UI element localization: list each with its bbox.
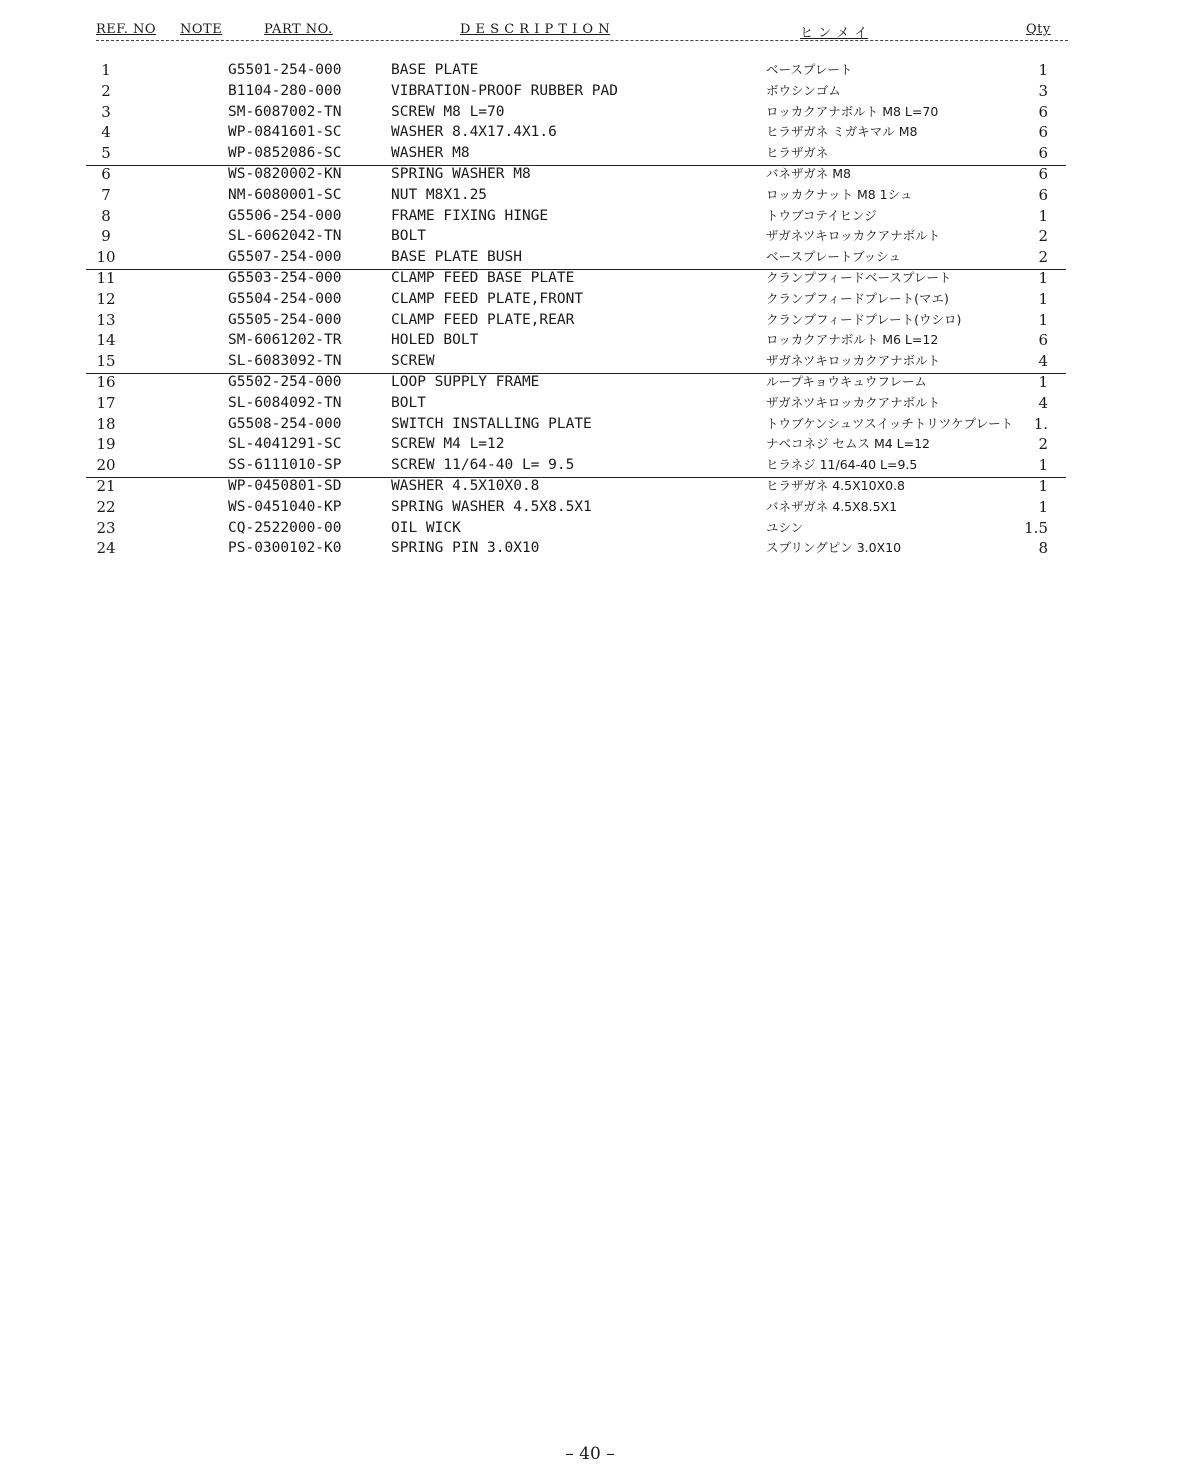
- qty-cell: 6: [1038, 102, 1048, 121]
- qty-cell: 1: [1038, 61, 1048, 79]
- japanese-name-cell: スプリングピン 3.0X10: [766, 540, 902, 556]
- ref-no-cell: 5: [101, 144, 111, 163]
- ref-no-cell: 7: [101, 185, 111, 204]
- part-no-cell: WP-0841601-SC: [228, 124, 342, 141]
- part-no-cell: WS-0820002-KN: [228, 165, 342, 182]
- description-cell: CLAMP FEED BASE PLATE: [391, 269, 575, 286]
- description-cell: SPRING WASHER M8: [391, 165, 531, 182]
- parts-table: [86, 60, 1068, 559]
- japanese-name-cell: クランプフィードプレート(ウシロ): [766, 311, 962, 327]
- table-row: [86, 164, 1068, 185]
- qty-cell: 1: [1038, 372, 1048, 391]
- group-separator: [86, 373, 1066, 374]
- description-cell: HOLED BOLT: [391, 332, 479, 349]
- ref-no-cell: 15: [96, 352, 116, 371]
- qty-cell: 1: [1038, 268, 1048, 287]
- table-row: [86, 497, 1068, 518]
- japanese-name-cell: ベースプレート: [766, 62, 853, 77]
- part-no-cell: SM-6087002-TN: [228, 103, 342, 120]
- table-row: [86, 393, 1068, 414]
- header-dashed-rule: [96, 40, 1068, 41]
- table-row: [86, 185, 1068, 206]
- table-row: [86, 518, 1068, 539]
- description-cell: SWITCH INSTALLING PLATE: [391, 415, 592, 432]
- qty-cell: 6: [1038, 331, 1048, 350]
- table-row: [86, 538, 1068, 559]
- part-no-header: PART NO.: [264, 22, 333, 37]
- table-row: [86, 102, 1068, 123]
- qty-header: Qty: [1026, 22, 1051, 37]
- japanese-name-cell: ユシン: [766, 519, 804, 535]
- part-no-cell: CQ-2522000-00: [228, 519, 342, 536]
- ref-no-cell: 11: [96, 268, 116, 287]
- ref-no-cell: 8: [101, 206, 111, 225]
- note-header: NOTE: [180, 22, 223, 37]
- table-row: [86, 226, 1068, 247]
- group-separator: [86, 477, 1066, 478]
- table-row: [86, 330, 1068, 351]
- part-no-cell: NM-6080001-SC: [228, 186, 342, 203]
- qty-cell: 1: [1038, 310, 1048, 329]
- qty-cell: 4: [1038, 393, 1048, 412]
- description-cell: SPRING PIN 3.0X10: [391, 540, 540, 557]
- qty-cell: 1: [1038, 289, 1048, 308]
- japanese-name-cell: ロッカクアナボルト M8 L=70: [766, 103, 939, 119]
- japanese-name-cell: ロッカクナット M8 1シュ: [766, 186, 913, 202]
- table-row: [86, 122, 1068, 143]
- ref-no-cell: 9: [101, 227, 111, 246]
- description-cell: WASHER 8.4X17.4X1.6: [391, 124, 557, 141]
- ref-no-cell: 2: [101, 81, 111, 100]
- qty-cell: 1.5: [1024, 518, 1048, 537]
- description-cell: SCREW 11/64-40 L= 9.5: [391, 457, 575, 474]
- part-no-cell: SS-6111010-SP: [228, 457, 342, 474]
- ref-no-cell: 13: [96, 310, 116, 329]
- ref-no-cell: 21: [96, 476, 116, 495]
- description-cell: WASHER M8: [391, 145, 470, 162]
- japanese-name-cell: ロッカクアナボルト M6 L=12: [766, 332, 939, 348]
- ref-no-cell: 14: [96, 331, 116, 350]
- ref-no-cell: 6: [101, 164, 111, 183]
- table-row: [86, 60, 1068, 81]
- part-no-cell: G5504-254-000: [228, 290, 342, 307]
- japanese-name-cell: ヒラザガネ 4.5X10X0.8: [766, 477, 906, 493]
- table-row: [86, 310, 1068, 331]
- part-no-cell: B1104-280-000: [228, 82, 342, 99]
- ref-no-cell: 1: [101, 61, 111, 79]
- part-no-cell: WP-0852086-SC: [228, 145, 342, 162]
- japanese-name-cell: クランプフィードプレート(マエ): [766, 290, 949, 306]
- ref-no-cell: 16: [96, 372, 116, 391]
- part-no-cell: G5501-254-000: [228, 62, 342, 78]
- qty-cell: 1: [1038, 497, 1048, 516]
- ref-no-cell: 12: [96, 289, 116, 308]
- description-cell: BASE PLATE: [391, 62, 479, 78]
- japanese-name-cell: クランプフィードベースプレート: [766, 269, 952, 285]
- description-cell: OIL WICK: [391, 519, 461, 536]
- qty-cell: 1: [1038, 456, 1048, 475]
- page-number: – 40 –: [565, 1444, 615, 1464]
- japanese-name-cell: バネザガネ 4.5X8.5X1: [766, 498, 898, 514]
- japanese-name-cell: ナベコネジ セムス M4 L=12: [766, 436, 931, 452]
- ref-no-cell: 23: [96, 518, 116, 537]
- qty-cell: 8: [1038, 539, 1048, 558]
- part-no-cell: G5507-254-000: [228, 249, 342, 266]
- part-no-cell: G5506-254-000: [228, 207, 342, 224]
- table-row: [86, 476, 1068, 497]
- ref-no-cell: 19: [96, 435, 116, 454]
- japanese-name-cell: トウブコテイヒンジ: [766, 207, 877, 223]
- japanese-name-cell: ザガネツキロッカクアナボルト: [766, 228, 941, 244]
- ref-no-cell: 10: [96, 248, 116, 267]
- part-no-cell: SL-4041291-SC: [228, 436, 342, 453]
- description-cell: SPRING WASHER 4.5X8.5X1: [391, 498, 592, 515]
- part-no-cell: PS-0300102-K0: [228, 540, 342, 557]
- ref-no-cell: 17: [96, 393, 116, 412]
- qty-cell: 1: [1038, 476, 1048, 495]
- part-no-cell: G5503-254-000: [228, 269, 342, 286]
- description-cell: LOOP SUPPLY FRAME: [391, 373, 540, 390]
- description-cell: SCREW M8 L=70: [391, 103, 505, 120]
- description-cell: BASE PLATE BUSH: [391, 249, 522, 266]
- description-cell: SCREW M4 L=12: [391, 436, 505, 453]
- table-row: [86, 289, 1068, 310]
- table-row: [86, 351, 1068, 372]
- japanese-name-cell: ヒラザガネ ミガキマル M8: [766, 124, 918, 140]
- qty-cell: 1: [1038, 206, 1048, 225]
- ref-no-cell: 22: [96, 497, 116, 516]
- description-cell: WASHER 4.5X10X0.8: [391, 477, 540, 494]
- japanese-name-header: ヒ ン メ イ: [800, 26, 868, 41]
- table-row: [86, 268, 1068, 289]
- description-cell: SCREW: [391, 353, 435, 370]
- qty-cell: 2: [1038, 227, 1048, 246]
- part-no-cell: SM-6061202-TR: [228, 332, 342, 349]
- description-cell: BOLT: [391, 394, 426, 411]
- japanese-name-cell: ボウシンゴム: [766, 82, 841, 98]
- description-header: D E S C R I P T I O N: [460, 22, 611, 37]
- part-no-cell: SL-6083092-TN: [228, 353, 342, 370]
- qty-cell: 3: [1038, 81, 1048, 100]
- description-cell: CLAMP FEED PLATE,FRONT: [391, 290, 584, 307]
- japanese-name-cell: ヒラネジ 11/64-40 L=9.5: [766, 457, 918, 473]
- japanese-name-cell: ヒラザガネ: [766, 145, 829, 161]
- qty-cell: 2: [1038, 435, 1048, 454]
- table-row: [86, 143, 1068, 164]
- qty-cell: 6: [1038, 123, 1048, 142]
- table-row: [86, 81, 1068, 102]
- table-row: [86, 434, 1068, 455]
- qty-cell: 6: [1038, 164, 1048, 183]
- ref-no-header: REF. NO: [96, 22, 157, 37]
- table-row: [86, 247, 1068, 268]
- japanese-name-cell: トウブケンシュツスイッチトリツケプレート: [766, 415, 1014, 431]
- qty-cell: 2: [1038, 248, 1048, 267]
- ref-no-cell: 3: [101, 102, 111, 121]
- part-no-cell: WP-0450801-SD: [228, 477, 342, 494]
- table-row: [86, 414, 1068, 435]
- qty-cell: 6: [1038, 144, 1048, 163]
- ref-no-cell: 18: [96, 414, 116, 433]
- description-cell: CLAMP FEED PLATE,REAR: [391, 311, 575, 328]
- table-header: [96, 22, 1068, 44]
- table-row: [86, 372, 1068, 393]
- group-separator: [86, 269, 1066, 270]
- part-no-cell: WS-0451040-KP: [228, 498, 342, 515]
- japanese-name-cell: ザガネツキロッカクアナボルト: [766, 353, 941, 369]
- qty-cell: 6: [1038, 185, 1048, 204]
- japanese-name-cell: バネザガネ M8: [766, 165, 851, 181]
- japanese-name-cell: ベースプレートブッシュ: [766, 249, 901, 265]
- part-no-cell: G5505-254-000: [228, 311, 342, 328]
- table-row: [86, 455, 1068, 476]
- description-cell: VIBRATION-PROOF RUBBER PAD: [391, 82, 618, 99]
- japanese-name-cell: ザガネツキロッカクアナボルト: [766, 394, 941, 410]
- part-no-cell: G5502-254-000: [228, 373, 342, 390]
- description-cell: NUT M8X1.25: [391, 186, 488, 203]
- qty-cell: 4: [1038, 352, 1048, 371]
- part-no-cell: SL-6062042-TN: [228, 228, 342, 245]
- japanese-name-cell: ループキョウキュウフレーム: [766, 373, 927, 389]
- ref-no-cell: 4: [101, 123, 111, 142]
- part-no-cell: SL-6084092-TN: [228, 394, 342, 411]
- ref-no-cell: 20: [96, 456, 116, 475]
- description-cell: FRAME FIXING HINGE: [391, 207, 549, 224]
- ref-no-cell: 24: [96, 539, 116, 558]
- description-cell: BOLT: [391, 228, 426, 245]
- table-row: [86, 206, 1068, 227]
- group-separator: [86, 165, 1066, 166]
- part-no-cell: G5508-254-000: [228, 415, 342, 432]
- qty-cell: 1.: [1033, 414, 1048, 433]
